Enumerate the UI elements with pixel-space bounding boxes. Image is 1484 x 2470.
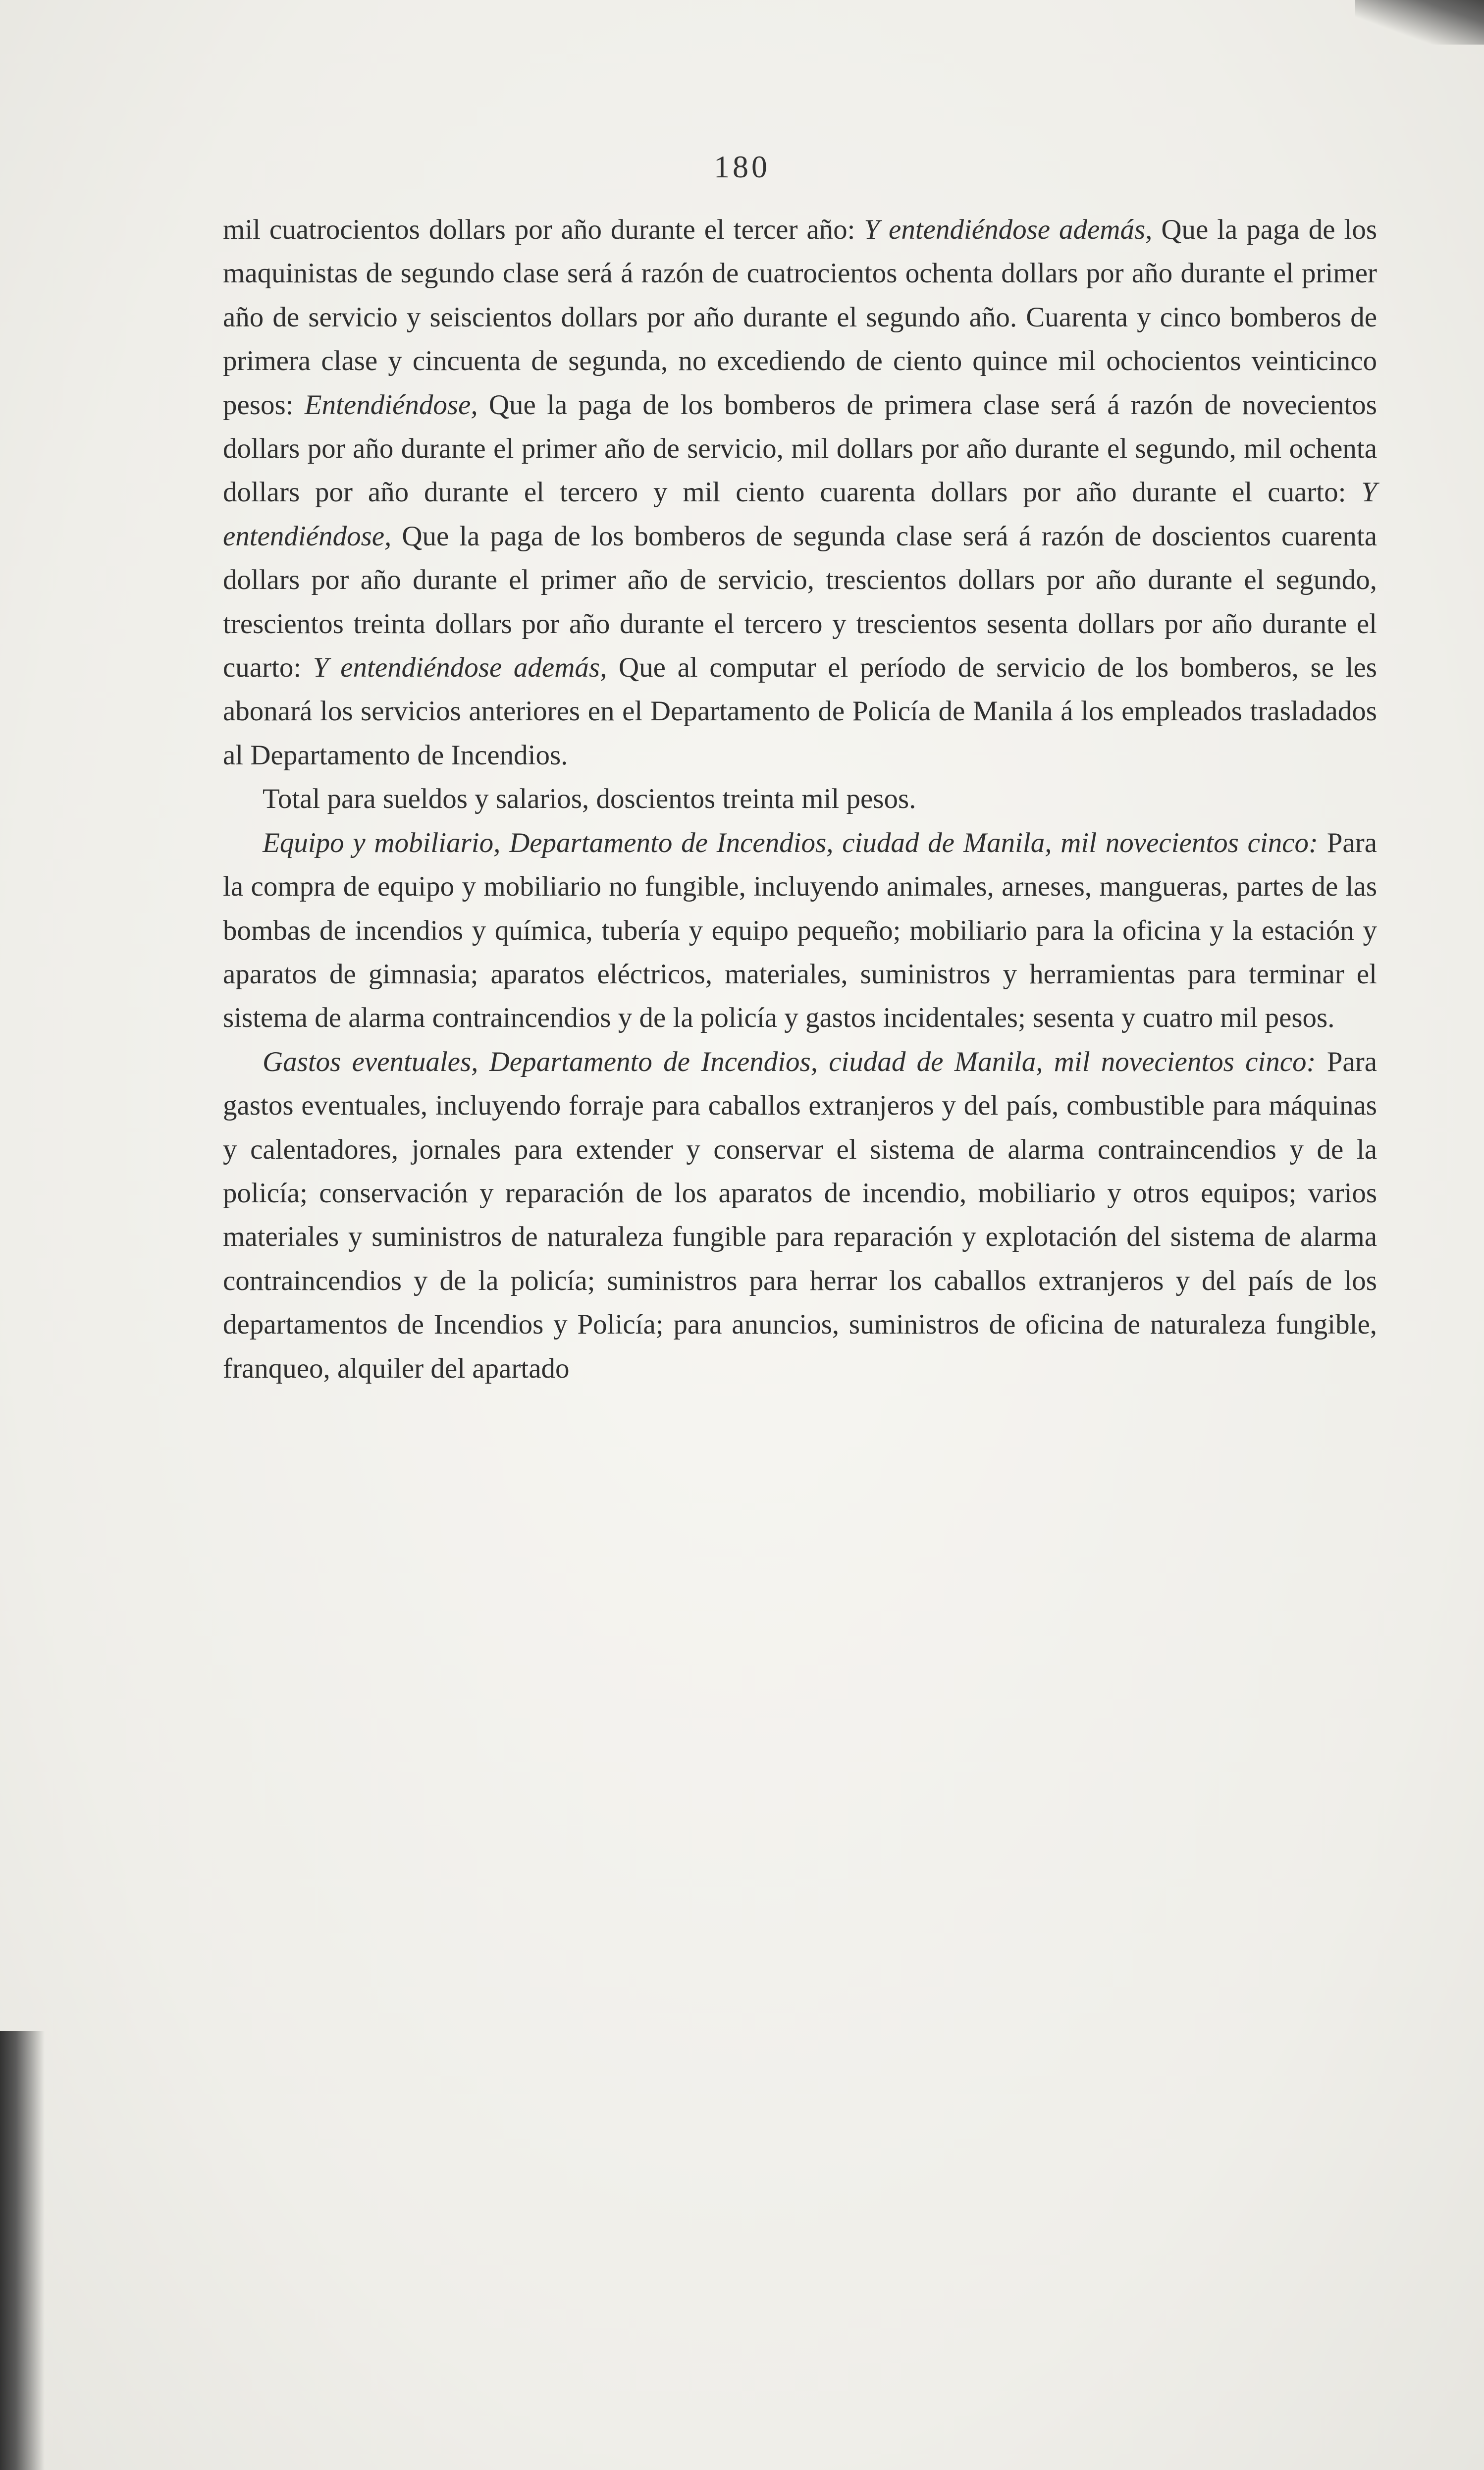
paragraph-1 (223, 208, 1377, 777)
page-number: 180 (714, 149, 770, 184)
paragraph-3 (223, 821, 1377, 1040)
scan-corner-shadow (1355, 0, 1484, 45)
scan-binding-shadow (0, 2031, 45, 2470)
text-segment: Que al computar el período de servicio de los bomberos, se les abonará los servicios anteriores en el Departamento de Policía de Manila á los empleados trasladados al Departamento de Incendios. (223, 652, 1377, 771)
text-segment: Que la paga de los bomberos de primera clase será á razón de novecientos dollars por año durante el primer año de servicio, mil dollars por año durante el segundo, mil ochenta dollars por año durante el tercero y mil ciento cuarenta dollars por año durante el cuarto: (223, 389, 1377, 508)
paragraph-2 (223, 777, 1377, 821)
text-segment: Para la compra de equipo y mobiliario no fungible, incluyendo animales, arneses, mangueras, partes de las bombas de incendios y química, tubería y equipo pequeño; mobiliario para la oficina y la estación y aparatos de gimnasia; aparatos eléctricos, materiales, suministros y herramientas para terminar el sistema de alarma contraincendios y de la policía y gastos incidentales; sesenta y cuatro mil pesos. (223, 827, 1378, 1034)
italic-segment: Y entendiéndose además, (313, 652, 607, 684)
paragraph-4 (223, 1040, 1377, 1391)
text-segment: mil cuatrocientos dollars por año durante el tercer año: (223, 214, 864, 245)
text-segment: Que la paga de los bomberos de segunda clase será á razón de doscientos cuarenta dollars por año durante el primer año de servicio, trescientos dollars por año durante el segundo, trescientos treinta dollars por año durante el tercero y trescientos sesenta dollars por año durante el cuarto: (223, 520, 1377, 684)
body-text (223, 208, 1377, 1391)
text-segment: Que la paga de los maquinistas de segundo clase será á razón de cuatrocientos ochenta dollars por año durante el primer año de servicio y seiscientos dollars por año durante el segundo año. Cuarenta y cinco bomberos de primera clase y cincuenta de segunda, no excediendo de ciento quince mil ochocientos veinticinco pesos: (223, 214, 1377, 421)
italic-segment: Entendiéndose, (304, 389, 478, 421)
text-segment: Total para sueldos y salarios, doscientos treinta mil pesos. (263, 783, 916, 815)
italic-segment: Equipo y mobiliario, Departamento de Incendios, ciudad de Manila, mil novecientos cinco: (263, 827, 1318, 859)
text-segment: Para gastos eventuales, incluyendo forraje para caballos extranjeros y del país, combustible para máquinas y calentadores, jornales para extender y conservar el sistema de alarma contraincendios y de la policía; conservación y reparación de los aparatos de incendio, mobiliario y otros equipos; varios materiales y suministros de naturaleza fungible para reparación y explotación del sistema de alarma contraincendios y de la policía; suministros para herrar los caballos extranjeros y del país de los departamentos de Incendios y Policía; para anuncios, suministros de oficina de naturaleza fungible, franqueo, alquiler del apartado (223, 1046, 1377, 1384)
italic-segment: Y entendiéndose, (223, 477, 1377, 552)
italic-segment: Gastos eventuales, Departamento de Incendios, ciudad de Manila, mil novecientos cinco: (263, 1046, 1316, 1077)
italic-segment: Y entendiéndose además, (864, 214, 1153, 245)
